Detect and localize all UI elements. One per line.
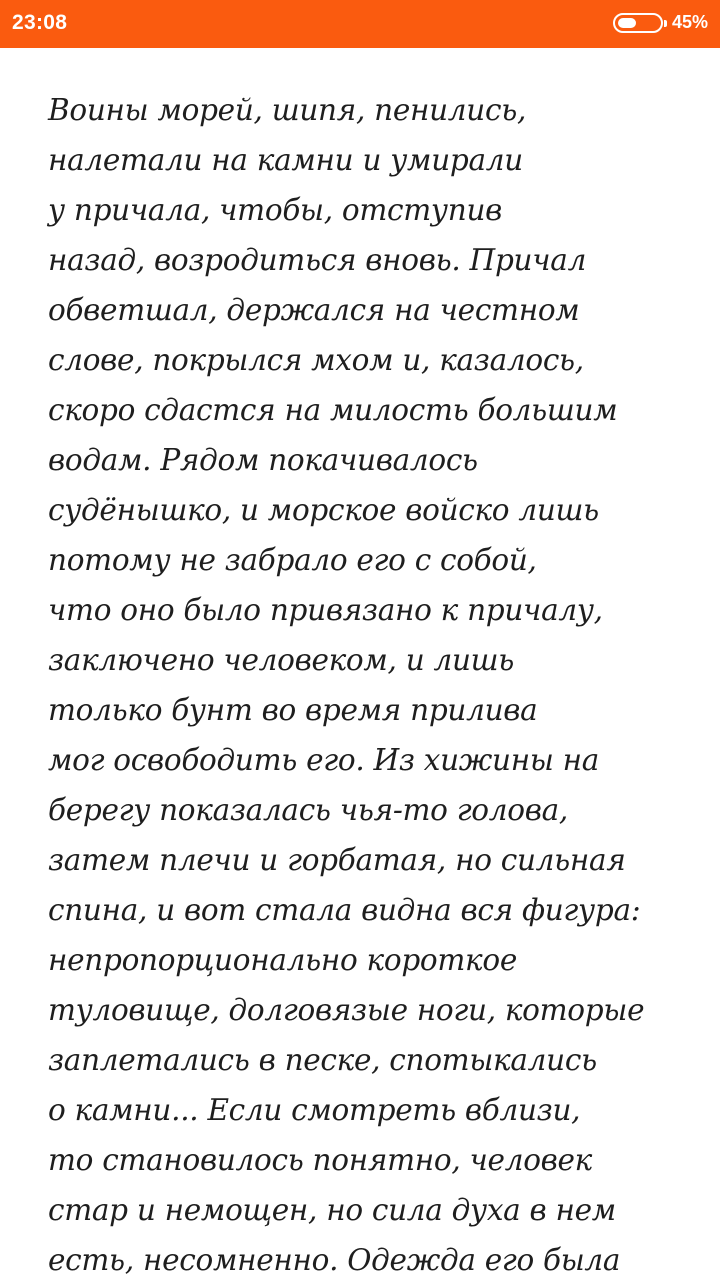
- text-line: мог освободить его. Из хижины на: [48, 743, 600, 777]
- text-line: судёнышко, и морское войско лишь: [48, 493, 599, 527]
- text-line: водам. Рядом покачивалось: [48, 443, 478, 477]
- text-line: заключено человеком, и лишь: [48, 643, 515, 677]
- text-line: туловище, долговязые ноги, которые: [48, 993, 645, 1027]
- text-line: спина, и вот стала видна вся фигура:: [48, 893, 641, 927]
- book-text: [48, 85, 688, 1280]
- text-line: затем плечи и горбатая, но сильная: [48, 843, 626, 877]
- text-line: налетали на камни и умирали: [48, 143, 523, 177]
- text-line: берегу показалась чья-то голова,: [48, 793, 568, 827]
- text-line: стар и немощен, но сила духа в нем: [48, 1193, 616, 1227]
- text-line: есть, несомненно. Одежда его была: [48, 1243, 621, 1277]
- text-line: только бунт во время прилива: [48, 693, 538, 727]
- text-line: обветшал, держался на честном: [48, 293, 580, 327]
- battery-tip: [664, 20, 667, 27]
- text-line: Воины морей, шипя, пенились,: [48, 93, 527, 127]
- battery-level-fill: [618, 18, 636, 28]
- status-time: 23:08: [12, 11, 68, 34]
- text-line: заплетались в песке, спотыкались: [48, 1043, 597, 1077]
- text-line: то становилось понятно, человек: [48, 1143, 592, 1177]
- reader-page[interactable]: [0, 48, 720, 1280]
- text-line: слове, покрылся мхом и, казалось,: [48, 343, 584, 377]
- text-line: назад, возродиться вновь. Причал: [48, 243, 587, 277]
- text-line: что оно было привязано к причалу,: [48, 593, 603, 627]
- battery-percent: 45%: [671, 12, 708, 32]
- text-line: потому не забрало его с собой,: [48, 543, 537, 577]
- text-line: о камни... Если смотреть вблизи,: [48, 1093, 581, 1127]
- battery-icon: [613, 13, 663, 33]
- status-bar: [0, 0, 720, 48]
- status-indicators: [613, 12, 708, 33]
- text-line: непропорционально короткое: [48, 943, 517, 977]
- text-line: скоро сдастся на милость большим: [48, 393, 618, 427]
- text-line: у причала, чтобы, отступив: [48, 193, 503, 227]
